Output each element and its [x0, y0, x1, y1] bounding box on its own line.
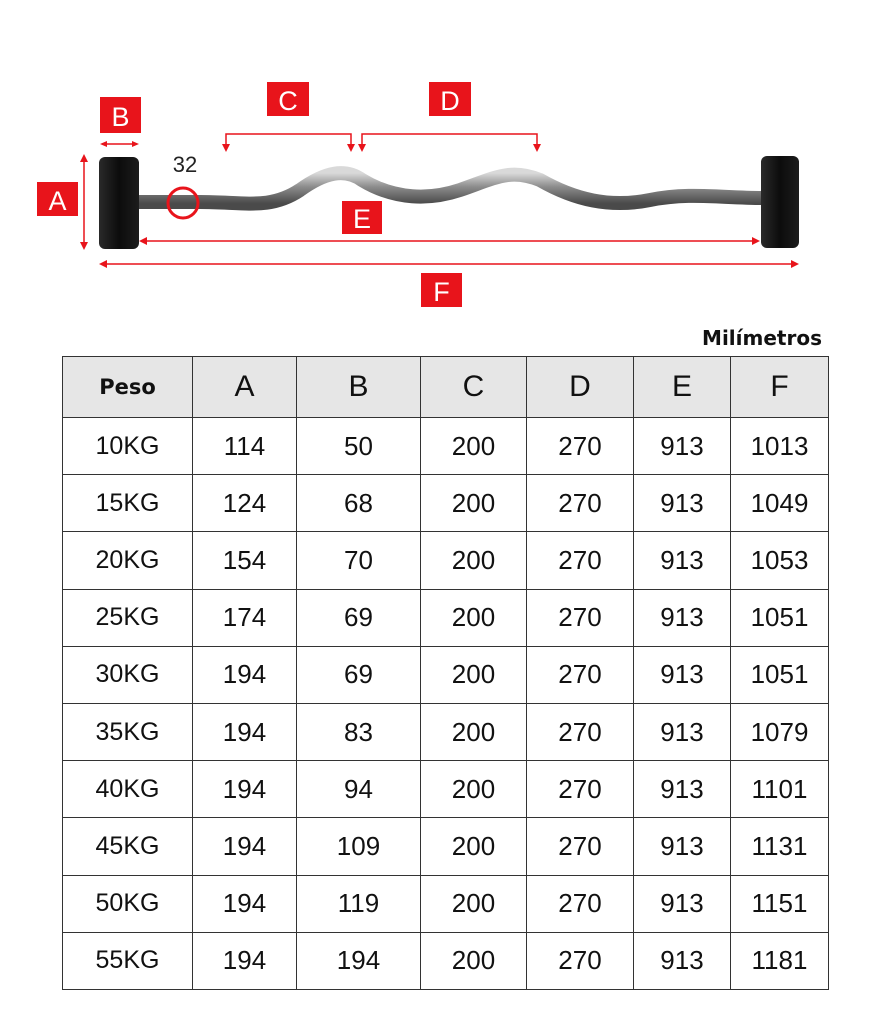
- barbell-dimension-diagram: [0, 0, 890, 320]
- cell-e: 913: [634, 532, 731, 589]
- cell-f: 1079: [731, 703, 829, 760]
- right-plate: [761, 156, 799, 248]
- label-d-box: [429, 82, 471, 116]
- cell-e: 913: [634, 418, 731, 475]
- cell-b: 119: [297, 875, 421, 932]
- cell-a: 194: [193, 875, 297, 932]
- cell-e: 913: [634, 932, 731, 989]
- cell-a: 194: [193, 703, 297, 760]
- label-c-box: [267, 82, 309, 116]
- cell-weight: 45KG: [63, 818, 193, 875]
- cell-a: 194: [193, 761, 297, 818]
- cell-e: 913: [634, 703, 731, 760]
- cell-b: 194: [297, 932, 421, 989]
- label-a-box: [37, 182, 78, 216]
- cell-b: 69: [297, 646, 421, 703]
- table-row: [63, 589, 829, 646]
- label-e: E: [352, 204, 372, 234]
- label-f: F: [433, 277, 450, 307]
- cell-c: 200: [421, 589, 527, 646]
- table-header-row: [63, 357, 829, 418]
- cell-f: 1051: [731, 589, 829, 646]
- cell-c: 200: [421, 818, 527, 875]
- table-row: [63, 875, 829, 932]
- table-row: [63, 703, 829, 760]
- label-d: D: [440, 86, 460, 116]
- cell-c: 200: [421, 932, 527, 989]
- cell-b: 109: [297, 818, 421, 875]
- ez-curl-bar: [138, 173, 765, 203]
- cell-a: 194: [193, 932, 297, 989]
- cell-c: 200: [421, 532, 527, 589]
- table-row: [63, 418, 829, 475]
- dimension-table: [62, 356, 829, 990]
- cell-c: 200: [421, 875, 527, 932]
- left-plate: [99, 157, 139, 249]
- cell-b: 69: [297, 589, 421, 646]
- cell-a: 174: [193, 589, 297, 646]
- cell-f: 1049: [731, 475, 829, 532]
- table-row: [63, 761, 829, 818]
- cell-d: 270: [527, 761, 634, 818]
- cell-a: 154: [193, 532, 297, 589]
- cell-b: 94: [297, 761, 421, 818]
- header-b: B: [297, 357, 421, 418]
- cell-a: 124: [193, 475, 297, 532]
- cell-a: 194: [193, 646, 297, 703]
- table-row: [63, 646, 829, 703]
- cell-e: 913: [634, 589, 731, 646]
- cell-f: 1181: [731, 932, 829, 989]
- cell-e: 913: [634, 646, 731, 703]
- cell-a: 114: [193, 418, 297, 475]
- cell-weight: 25KG: [63, 589, 193, 646]
- cell-d: 270: [527, 818, 634, 875]
- header-peso: Peso: [63, 357, 193, 418]
- cell-c: 200: [421, 475, 527, 532]
- header-c: C: [421, 357, 527, 418]
- cell-weight: 40KG: [63, 761, 193, 818]
- table-row: [63, 532, 829, 589]
- cell-f: 1013: [731, 418, 829, 475]
- cell-weight: 20KG: [63, 532, 193, 589]
- cell-weight: 50KG: [63, 875, 193, 932]
- cell-e: 913: [634, 761, 731, 818]
- cell-b: 70: [297, 532, 421, 589]
- header-a: A: [193, 357, 297, 418]
- label-f-box: [421, 273, 462, 307]
- label-a: A: [48, 186, 67, 216]
- header-d: D: [527, 357, 634, 418]
- cell-f: 1053: [731, 532, 829, 589]
- cell-f: 1101: [731, 761, 829, 818]
- cell-b: 50: [297, 418, 421, 475]
- cell-d: 270: [527, 418, 634, 475]
- cell-f: 1151: [731, 875, 829, 932]
- cell-c: 200: [421, 761, 527, 818]
- cell-c: 200: [421, 646, 527, 703]
- bar-diameter-label: 32: [172, 152, 198, 177]
- cell-d: 270: [527, 875, 634, 932]
- cell-e: 913: [634, 475, 731, 532]
- header-e: E: [634, 357, 731, 418]
- cell-d: 270: [527, 646, 634, 703]
- header-f: F: [731, 357, 829, 418]
- cell-d: 270: [527, 532, 634, 589]
- cell-d: 270: [527, 589, 634, 646]
- label-b: B: [111, 102, 130, 132]
- cell-f: 1051: [731, 646, 829, 703]
- cell-weight: 15KG: [63, 475, 193, 532]
- cell-e: 913: [634, 875, 731, 932]
- cell-d: 270: [527, 932, 634, 989]
- table-row: [63, 932, 829, 989]
- table-row: [63, 818, 829, 875]
- table-row: [63, 475, 829, 532]
- cell-b: 83: [297, 703, 421, 760]
- cell-weight: 55KG: [63, 932, 193, 989]
- label-c: C: [278, 86, 298, 116]
- cell-weight: 35KG: [63, 703, 193, 760]
- cell-a: 194: [193, 818, 297, 875]
- cell-c: 200: [421, 418, 527, 475]
- cell-c: 200: [421, 703, 527, 760]
- cell-d: 270: [527, 703, 634, 760]
- label-e-box: [342, 201, 382, 234]
- cell-weight: 10KG: [63, 418, 193, 475]
- cell-b: 68: [297, 475, 421, 532]
- label-b-box: [100, 97, 141, 133]
- cell-weight: 30KG: [63, 646, 193, 703]
- cell-d: 270: [527, 475, 634, 532]
- cell-f: 1131: [731, 818, 829, 875]
- unit-note: Milímetros: [702, 326, 822, 350]
- cell-e: 913: [634, 818, 731, 875]
